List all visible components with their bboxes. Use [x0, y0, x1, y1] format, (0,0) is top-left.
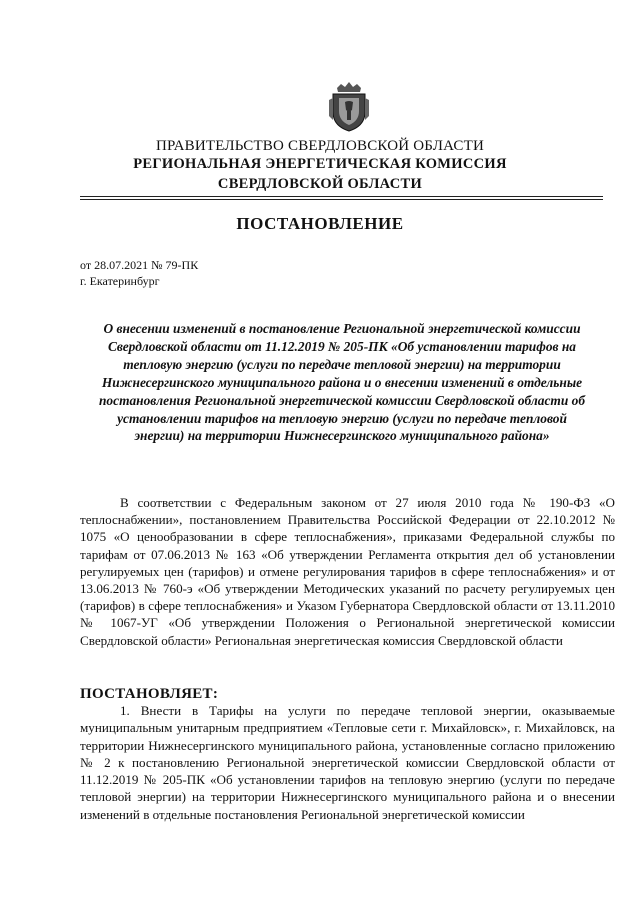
commission-name-line2: СВЕРДЛОВСКОЙ ОБЛАСТИ: [217, 176, 423, 192]
government-name: ПРАВИТЕЛЬСТВО СВЕРДЛОВСКОЙ ОБЛАСТИ: [155, 138, 485, 154]
document-city: г. Екатеринбург: [80, 274, 160, 288]
commission-name-line1: РЕГИОНАЛЬНАЯ ЭНЕРГЕТИЧЕСКАЯ КОМИССИЯ: [133, 156, 507, 172]
item-1-paragraph: 1. Внести в Тарифы на услуги по передаче тепловой энергии, оказываемые муниципальным унитарным предприятием «Тепловые сети г. Михайловск», г. Михайловск, на территории Нижнесергинского муниципального района, установленные согласно приложению № 2 к постановлению Региональной энергетической комиссии Свердловской области от 11.12.2019 № 205-ПК «Об установлении тарифов на тепловую энергию (услуги по передаче тепловой энергии) на территории Нижнесергинского муниципального района и о внесении изменений в отдельные постановления Региональной энергетической комиссии: [80, 703, 615, 822]
preamble-paragraph: В соответствии с Федеральным законом от 27 июля 2010 года № 190-ФЗ «О теплоснабжении», постановлением Правительства Российской Федерации от 22.10.2012 № 1075 «О ценообразовании в сфере теплоснабжения», приказами Федеральной службы по тарифам от 07.06.2013 № 163 «Об утверждении Регламента открытия дел об установлении регулируемых цен (тарифов) и отмене регулирования тарифов в сфере теплоснабжения» и от 13.06.2013 № 760-э «Об утверждении Методических указаний по расчету регулируемых цен (тарифов) в сфере теплоснабжения» и Указом Губернатора Свердловской области от 13.11.2010 № 1067-УГ «Об утверждении Положения о Региональной энергетической комиссии Свердловской области» Региональная энергетическая комиссия Свердловской области: [80, 495, 615, 648]
document-type: ПОСТАНОВЛЕНИЕ: [236, 214, 404, 233]
document-subject: О внесении изменений в постановление Региональной энергетической комиссии Свердловской области от 11.12.2019 № 205-ПК «Об установлении тарифов на тепловую энергию (услуги по передаче тепловой энергии) на территории Нижнесергинского муниципального района и о внесении изменений в отдельные постановления Региональной энергетической комиссии Свердловской области об установлении тарифов на тепловую энергию (услуги по передаче тепловой энергии) на территории Нижнесергинского муниципального района»: [98, 321, 586, 444]
header-rule: [80, 196, 603, 197]
header-rule-thin: [80, 199, 603, 200]
document-preamble-block: [80, 494, 615, 649]
decree-heading: ПОСТАНОВЛЯЕТ:: [80, 686, 219, 702]
coat-of-arms-icon: [327, 80, 371, 132]
document-date-number: от 28.07.2021 № 79-ПК: [80, 258, 199, 272]
